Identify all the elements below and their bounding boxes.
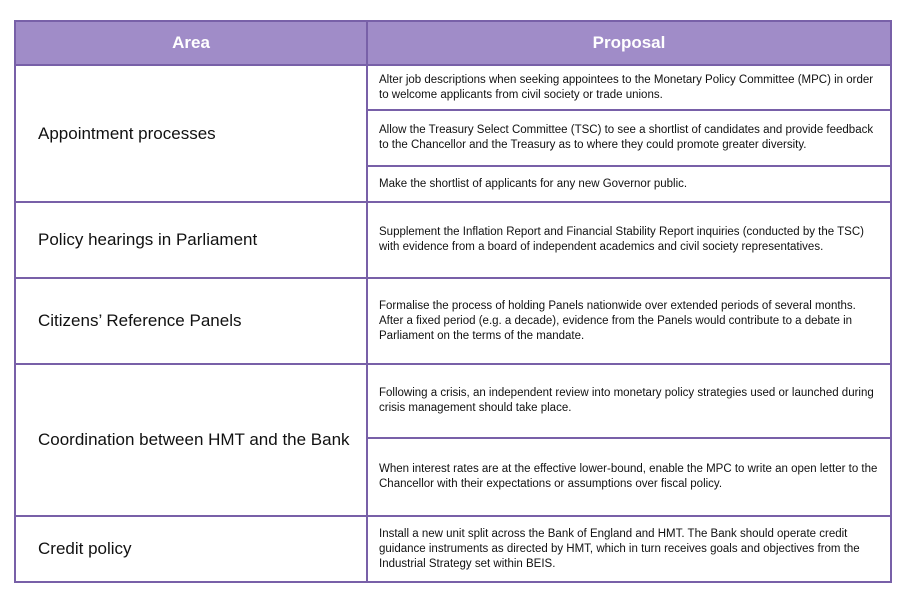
proposal-table (14, 20, 892, 583)
table-row (15, 516, 891, 582)
table-row (15, 364, 891, 438)
area-cell: Credit policy (15, 516, 367, 582)
proposal-table-container (14, 20, 890, 583)
proposal-cell: Supplement the Inflation Report and Financial Stability Report inquiries (conducted by the TSC) with evidence from a board of independent academics and civil society representatives. (367, 202, 891, 278)
header-area: Area (15, 21, 367, 65)
area-cell: Policy hearings in Parliament (15, 202, 367, 278)
proposal-cell: Formalise the process of holding Panels nationwide over extended periods of several months. After a fixed period (e.g. a decade), evidence from the Panels would contribute to a debate in Parliament on the terms of the mandate. (367, 278, 891, 364)
proposal-cell: Install a new unit split across the Bank of England and HMT. The Bank should operate credit guidance instruments as directed by HMT, which in turn receives goals and objectives from the Industrial Strategy set within BEIS. (367, 516, 891, 582)
header-proposal: Proposal (367, 21, 891, 65)
proposal-cell: Allow the Treasury Select Committee (TSC) to see a shortlist of candidates and provide feedback to the Chancellor and the Treasury as to where they could promote greater diversity. (367, 110, 891, 166)
proposal-cell: When interest rates are at the effective lower-bound, enable the MPC to write an open letter to the Chancellor with their expectations or assumptions over fiscal policy. (367, 438, 891, 516)
proposal-cell: Following a crisis, an independent review into monetary policy strategies used or launched during crisis management should take place. (367, 364, 891, 438)
table-row (15, 278, 891, 364)
table-row (15, 202, 891, 278)
table-row (15, 65, 891, 110)
proposal-cell: Alter job descriptions when seeking appointees to the Monetary Policy Committee (MPC) in order to welcome applicants from civil society or trade unions. (367, 65, 891, 110)
area-cell: Coordination between HMT and the Bank (15, 364, 367, 516)
header-row (15, 21, 891, 65)
proposal-cell: Make the shortlist of applicants for any new Governor public. (367, 166, 891, 202)
area-cell: Appointment processes (15, 65, 367, 202)
area-cell: Citizens’ Reference Panels (15, 278, 367, 364)
